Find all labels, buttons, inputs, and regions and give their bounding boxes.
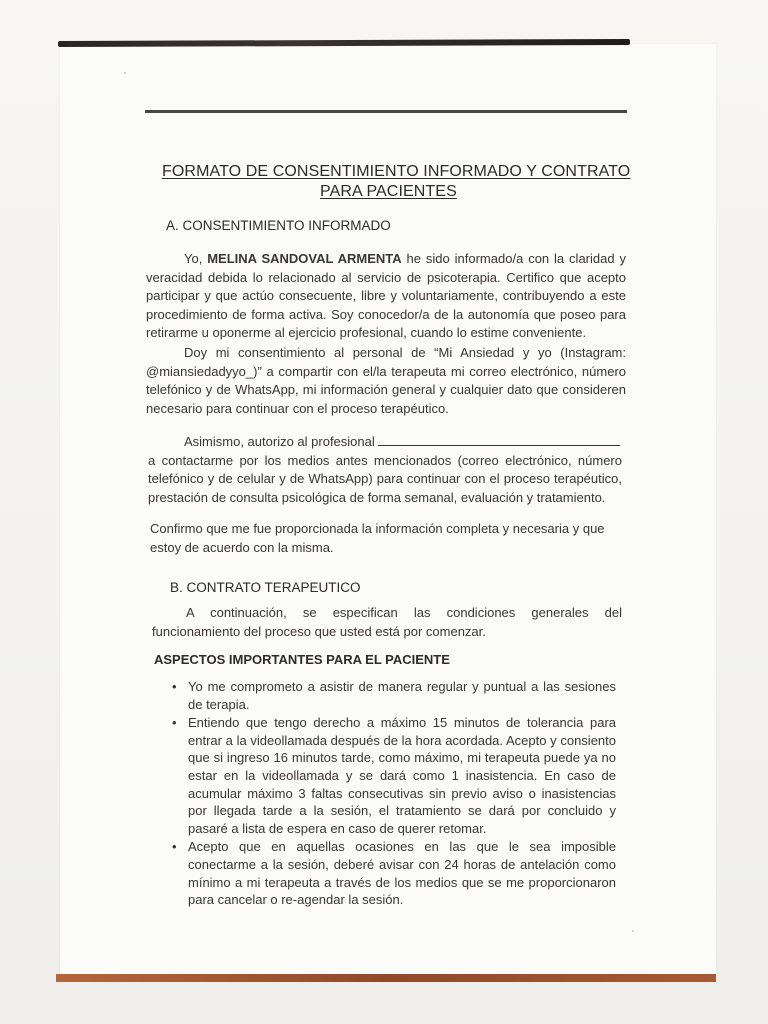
list-item bbox=[170, 678, 616, 713]
consent-p1-rest: he sido informado/a con la claridad y veracidad debida lo relacionado al servicio de psicoterapia. Certifico que acepto participar y que actúo consecuente, libre y voluntariamente, contribuyendo a este procedimiento de forma activa. Soy conocedor/a de la autonomía que poseo para retirarme u oponerme al ejercicio profesional, cuando lo estime conveniente. bbox=[146, 251, 626, 341]
patient-aspects-list bbox=[170, 678, 616, 909]
consent-paragraph-3 bbox=[148, 433, 622, 507]
consent-p3-rest: a contactarme por los medios antes mencionados (correo electrónico, número telefónico y de celular y de WhatsApp) para continuar con el proceso terapéutico, prestación de consulta psicológica de forma semanal, evaluación y tratamiento. bbox=[148, 452, 622, 505]
list-item-text: Yo me comprometo a asistir de manera regular y puntual a las sesiones de terapia. bbox=[188, 679, 616, 712]
patient-aspects-subheading: ASPECTOS IMPORTANTES PARA EL PACIENTE bbox=[154, 652, 450, 667]
document-title-line-1: FORMATO DE CONSENTIMIENTO INFORMADO Y CONTRATO bbox=[162, 163, 631, 180]
professional-name-blank-line bbox=[378, 433, 620, 446]
consent-paragraph-1 bbox=[146, 250, 626, 343]
bullet-glyph: • bbox=[172, 715, 177, 731]
list-item-text: Acepto que en aquellas ocasiones en las que le sea imposible conectarme a la sesión, deberé avisar con 24 horas de antelación como mínimo a mi terapeuta a través de los medios que se me proporcionaron para cancelar o re-agendar la sesión. bbox=[188, 839, 616, 908]
consent-paragraph-4: Confirmo que me fue proporcionada la información completa y necesaria y que estoy de acuerdo con la misma. bbox=[150, 521, 605, 555]
list-item-text: Entiendo que tengo derecho a máximo 15 minutos de tolerancia para entrar a la videollamada después de la hora acordada. Acepto y consiento que si ingreso 16 minutos tarde, como máximo, mi terapeuta puede ya no estar en la videollamada y se dará como 1 inasistencia. En caso de acumular máximo 3 faltas consecutivas sin previo aviso o inasistencias por llegada tarde a la sesión, el tratamiento se dará por concluido y pasaré a lista de espera en caso de querer retomar. bbox=[188, 715, 616, 836]
consent-p1-prefix: Yo, bbox=[184, 251, 208, 266]
consent-paragraph-2: Doy mi consentimiento al personal de “Mi Ansiedad y yo (Instagram: @miansiedadyyo_)” a compartir con el/la terapeuta mi correo electrónico, número telefónico y de WhatsApp, mi información general y cualquier dato que consideren necesario para continuar con el proceso terapéutico. bbox=[146, 345, 626, 416]
consent-p3-start: Asimismo, autorizo al profesional bbox=[184, 434, 379, 449]
bullet-glyph: • bbox=[172, 839, 177, 855]
section-a-heading: A. CONSENTIMIENTO INFORMADO bbox=[166, 218, 391, 233]
document-title-line-2: PARA PACIENTES bbox=[320, 183, 457, 200]
list-item bbox=[170, 838, 616, 908]
contract-intro-paragraph: A continuación, se especifican las condiciones generales del funcionamiento del proceso que usted está por comenzar. bbox=[152, 605, 622, 639]
list-item bbox=[170, 714, 616, 837]
section-b-heading: B. CONTRATO TERAPEUTICO bbox=[170, 580, 361, 595]
patient-name: MELINA SANDOVAL ARMENTA bbox=[207, 251, 402, 266]
bullet-glyph: • bbox=[172, 679, 177, 694]
